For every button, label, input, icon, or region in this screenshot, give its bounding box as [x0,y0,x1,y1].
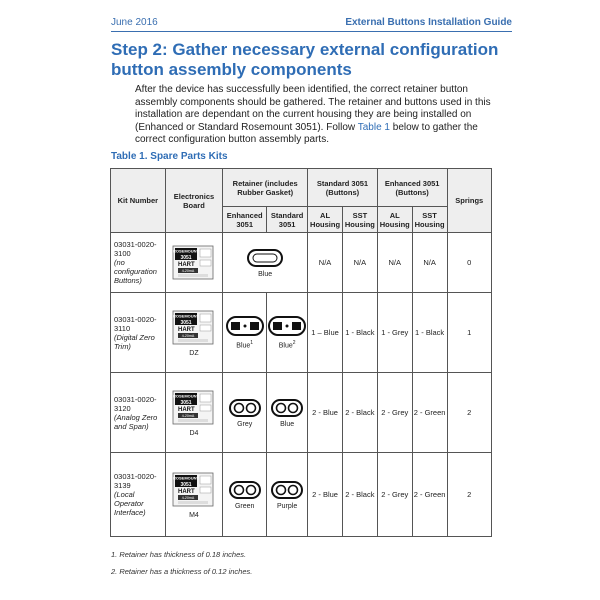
th-std-sst-housing: SST Housing [342,207,377,233]
board-signal: 4-20mA [181,496,195,500]
cell-electronics-board [165,453,223,537]
cell-springs: 1 [447,293,492,373]
footnote-1: 1. Retainer has thickness of 0.18 inches. [111,550,247,559]
board-model: 3051 [180,481,192,488]
cell-retainer-enhanced [223,453,267,537]
retainer-standard-label: Blue [280,420,295,428]
board-protocol: HART [177,261,195,268]
th-kit-number: Kit Number [111,169,166,233]
cell-enh-al: 2 - Grey [377,373,412,453]
page-title: Step 2: Gather necessary external configuration button assembly components [111,40,499,79]
cell-retainer-standard [267,293,308,373]
retainer-icon [246,248,284,268]
kit-number: 03031-0020-3110 [114,314,157,333]
cell-std-sst: 1 - Black [342,293,377,373]
cell-enh-sst: 2 - Green [412,373,447,453]
electronics-board-icon [172,388,216,426]
board-code: D4 [189,430,199,437]
spare-parts-table [110,168,492,537]
cell-retainer [223,233,308,293]
cell-std-al: 1 – Blue [308,293,343,373]
cell-enh-al: 2 - Grey [377,453,412,537]
th-springs: Springs [447,169,492,233]
table-row [111,453,492,537]
retainer-icon [225,315,265,337]
header-guide-title: External Buttons Installation Guide [345,17,512,28]
cell-enh-sst: 1 - Black [412,293,447,373]
th-enh-al-housing: AL Housing [377,207,412,233]
th-retainer: Retainer (includes Rubber Gasket) [223,169,308,207]
header-rule [111,31,512,32]
retainer-enhanced-label: Green [234,502,255,510]
board-model: 3051 [180,319,192,326]
kit-number: 03031-0020-3120 [114,394,157,413]
cell-kit-number [111,233,166,293]
body-paragraph [135,84,495,147]
cell-std-sst: N/A [342,233,377,293]
table-link[interactable]: Table 1 [357,121,390,133]
body-text-before: After the device has successfully been identified, the correct retainer button assembly components should be gathered. The retainer and buttons used in this installation are dependant on the current housing they are being installed on (Enhanced or Standard Rosemount 3051). Follow [135,84,491,133]
kit-number: 03031-0020-3139 [114,472,157,490]
board-model: 3051 [180,399,192,406]
cell-std-al: N/A [308,233,343,293]
cell-std-al: 2 - Blue [308,453,343,537]
board-code: M4 [189,512,199,519]
electronics-board-icon [172,243,216,281]
retainer-standard-label: Purple [277,502,298,510]
header-date: June 2016 [111,17,158,28]
retainer-enhanced-label: Grey [237,420,253,428]
cell-springs: 0 [447,233,492,293]
retainer-icon [270,398,304,418]
cell-enh-al: N/A [377,233,412,293]
table-row [111,233,492,293]
cell-retainer-standard [267,453,308,537]
cell-springs: 2 [447,453,492,537]
body-text-after: below to gather the correct configuration button assembly parts. [135,121,478,145]
board-brand: ROSEMOUNT [172,393,199,399]
cell-retainer-enhanced [223,373,267,453]
board-brand: ROSEMOUNT [172,248,199,254]
cell-retainer-enhanced [223,293,267,373]
th-std-al-housing: AL Housing [308,207,343,233]
cell-enh-al: 1 - Grey [377,293,412,373]
cell-kit-number [111,453,166,537]
kit-description: (Analog Zero and Span) [114,412,158,431]
board-brand: ROSEMOUNT [172,475,199,481]
cell-kit-number [111,373,166,453]
retainer-label: Blue [258,270,273,278]
board-brand: ROSEMOUNT [172,313,199,319]
retainer-icon [228,398,262,418]
cell-kit-number [111,293,166,373]
th-standard-3051: Standard 3051 (Buttons) [308,169,378,207]
electronics-board-icon [172,308,216,346]
board-signal: 4-20mA [181,334,195,338]
th-retainer-standard: Standard 3051 [267,207,308,233]
th-enh-sst-housing: SST Housing [412,207,447,233]
table-row [111,373,492,453]
cell-enh-sst: 2 - Green [412,453,447,537]
cell-std-sst: 2 - Black [342,453,377,537]
cell-electronics-board [165,233,223,293]
kit-description: (no configuration Buttons) [114,258,157,285]
board-signal: 4-20mA [181,268,195,273]
table-title: Table 1. Spare Parts Kits [111,151,228,162]
board-protocol: HART [177,327,195,333]
retainer-icon [270,480,304,500]
cell-std-sst: 2 - Black [342,373,377,453]
cell-springs: 2 [447,373,492,453]
th-retainer-enhanced: Enhanced 3051 [223,207,267,233]
board-protocol: HART [177,489,195,495]
electronics-board-icon [172,470,216,508]
board-protocol: HART [177,407,195,413]
retainer-standard-label: Blue$^2$ [278,340,296,350]
retainer-icon [267,315,307,337]
cell-enh-sst: N/A [412,233,447,293]
cell-electronics-board [165,293,223,373]
kit-description: (Local Operator Interface) [114,490,146,517]
board-model: 3051 [180,254,192,261]
retainer-icon [228,480,262,500]
cell-electronics-board [165,373,223,453]
retainer-enhanced-label: Blue$^1$ [236,340,254,350]
th-enhanced-3051: Enhanced 3051 (Buttons) [377,169,447,207]
cell-retainer-standard [267,373,308,453]
footnote-2: 2. Retainer has a thickness of 0.12 inches. [111,567,253,576]
kit-number: 03031-0020-3100 [114,240,157,258]
cell-std-al: 2 - Blue [308,373,343,453]
table-row [111,293,492,373]
kit-description: (Digital Zero Trim) [114,332,155,351]
th-electronics-board: Electronics Board [165,169,223,233]
board-signal: 4-20mA [181,414,195,418]
board-code: DZ [189,350,199,357]
